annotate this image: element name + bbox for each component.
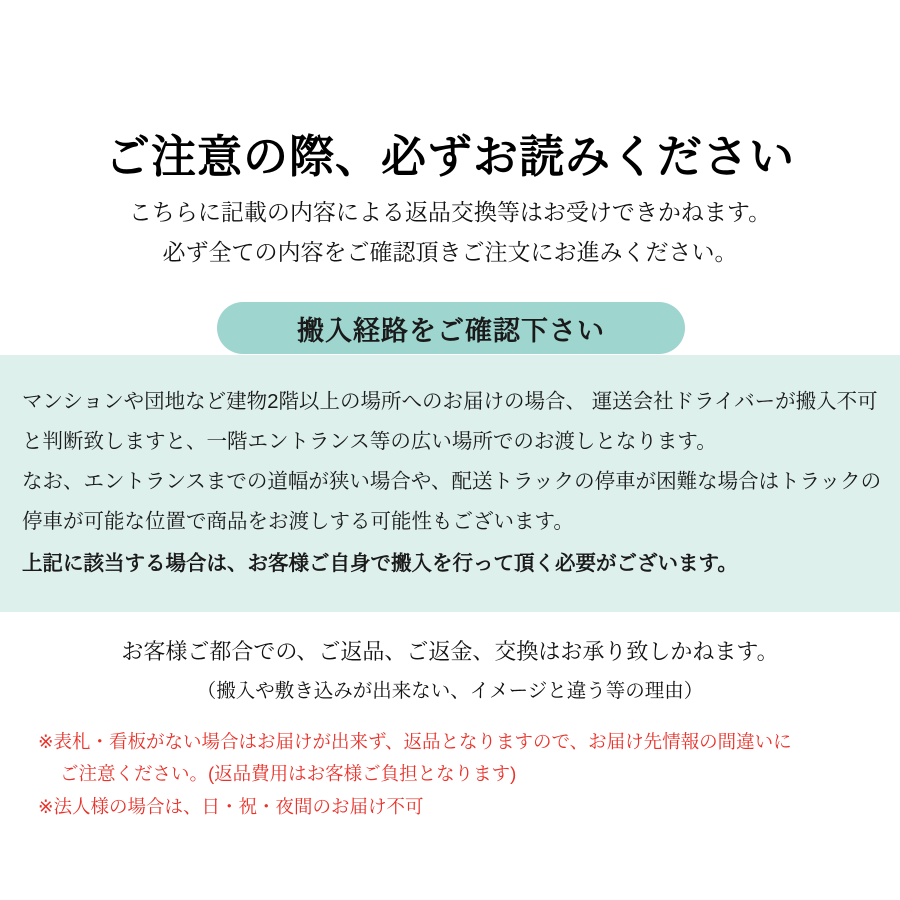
panel-line-2: と判断致しますと、一階エントランス等の広い場所でのお渡しとなります。 bbox=[22, 429, 717, 453]
return-policy-sub: （搬入や敷き込みが出来ない、イメージと違う等の理由） bbox=[196, 679, 704, 702]
return-policy-main: お客様ご都合での、ご返品、ご返金、交換はお承り致しかねます。 bbox=[121, 639, 779, 664]
panel-line-1: マンションや団地など建物2階以上の場所へのお届けの場合、 運送会社ドライバーが搬入不可 bbox=[22, 390, 878, 413]
warning-line-3: ※法人様の場合は、日・祝・夜間のお届け不可 bbox=[38, 795, 424, 817]
delivery-route-body bbox=[22, 382, 884, 584]
lead-line-2: 必ず全ての内容をご確認頂きご注文にお進みください。 bbox=[162, 239, 738, 266]
panel-line-3: なお、エントランスまでの道幅が狭い場合や、配送トラックの停車が困難な場合はトラックの bbox=[22, 469, 882, 493]
warning-line-1: ※表札・看板がない場合はお届けが出来ず、返品となりますので、お届け先情報の間違いに bbox=[38, 731, 792, 752]
warning-line-2: ご注意ください。(返品費用はお客様ご負担となります) bbox=[60, 763, 517, 785]
return-policy-notes bbox=[0, 632, 900, 709]
delivery-route-heading: 搬入経路をご確認下さい bbox=[217, 302, 685, 354]
red-warnings bbox=[38, 726, 868, 823]
lead-paragraph bbox=[0, 192, 900, 273]
panel-emphasis-line: 上記に該当する場合は、お客様ご自身で搬入を行って頂く必要がございます。 bbox=[22, 551, 738, 575]
panel-line-4: 停車が可能な位置で商品をお渡しする可能性もございます。 bbox=[22, 509, 574, 533]
page-title: ご注意の際、必ずお読みください bbox=[104, 131, 795, 183]
lead-line-1: こちらに記載の内容による返品交換等はお受けできかねます。 bbox=[128, 199, 772, 225]
